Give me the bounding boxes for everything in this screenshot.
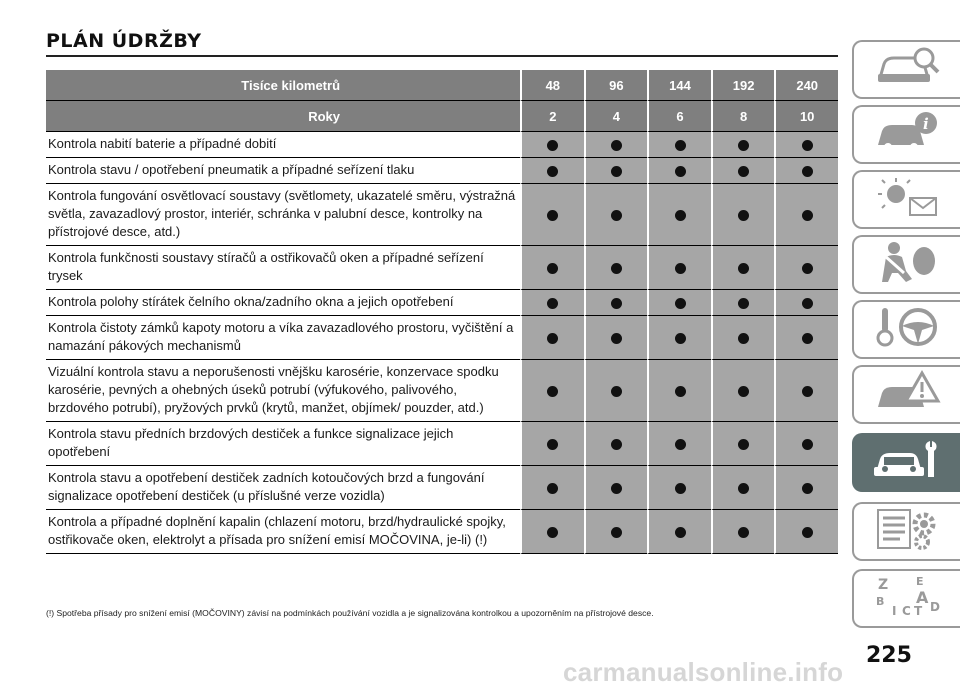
header-year-value: 4 [584,101,648,132]
chapter-tab-car-warning-road[interactable] [852,365,960,424]
check-cell [774,132,838,158]
chapter-tab-car-search[interactable] [852,40,960,99]
warning-light-message-icon [872,174,942,225]
check-dot-icon [547,210,558,221]
check-dot-icon [611,298,622,309]
check-dot-icon [547,333,558,344]
chapter-tab-specifications-gear[interactable] [852,502,960,561]
check-cell [584,316,648,360]
chapter-tab-car-wrench[interactable] [852,433,960,492]
check-dot-icon [675,166,686,177]
check-cell [584,360,648,422]
check-cell [711,158,775,184]
svg-text:i: i [923,115,929,133]
check-cell [520,316,584,360]
header-year-value: 6 [647,101,711,132]
check-dot-icon [547,298,558,309]
check-dot-icon [611,166,622,177]
title-divider [46,55,838,57]
car-warning-road-icon [872,369,942,420]
check-cell [774,316,838,360]
check-cell [520,132,584,158]
check-cell [647,184,711,246]
check-dot-icon [738,439,749,450]
table-row [46,316,838,360]
check-cell [711,132,775,158]
check-dot-icon [611,263,622,274]
check-cell [647,510,711,554]
check-dot-icon [802,298,813,309]
table-row [46,184,838,246]
maintenance-item-text: Kontrola fungování osvětlovací soustavy (světlomety, ukazatelé směru, výstražná světla, zavazadlový prostor, interiér, schránka v palubní desce, kontrolky na přístrojové desce, atd.) [46,184,520,246]
check-cell [520,466,584,510]
svg-text:T: T [914,604,923,618]
svg-text:E: E [916,575,924,588]
maintenance-item-text: Kontrola stavu předních brzdových destiček a funkce signalizace jejich opotřebení [46,422,520,466]
check-dot-icon [547,263,558,274]
steering-wheel-key-icon [872,304,942,355]
header-km-value: 192 [711,70,775,101]
header-km-value: 48 [520,70,584,101]
maintenance-item-text: Kontrola stavu / opotřebení pneumatik a případné seřízení tlaku [46,158,520,184]
alphabetical-index-icon [872,573,942,624]
check-cell [584,132,648,158]
maintenance-item-text: Kontrola funkčnosti soustavy stíračů a ostřikovačů oken a případné seřízení trysek [46,246,520,290]
chapter-tab-steering-wheel-key[interactable] [852,300,960,359]
table-row [46,290,838,316]
check-cell [647,132,711,158]
check-dot-icon [611,527,622,538]
table-row [46,466,838,510]
chapter-tab-warning-light-message[interactable] [852,170,960,229]
header-km-label: Tisíce kilometrů [46,70,520,101]
check-cell [647,290,711,316]
maintenance-item-text: Kontrola čistoty zámků kapoty motoru a víka zavazadlového prostoru, vyčištění a namazání pákových mechanismů [46,316,520,360]
check-dot-icon [738,483,749,494]
header-row-kilometres [46,70,838,101]
table-row [46,132,838,158]
check-cell [647,422,711,466]
maintenance-table [46,70,838,554]
check-dot-icon [738,298,749,309]
check-dot-icon [675,386,686,397]
check-dot-icon [675,439,686,450]
check-dot-icon [738,386,749,397]
page-number: 225 [866,643,912,668]
check-cell [711,466,775,510]
check-dot-icon [675,527,686,538]
check-cell [584,510,648,554]
car-wrench-icon [872,437,942,488]
check-cell [584,290,648,316]
check-dot-icon [547,483,558,494]
header-years-label: Roky [46,101,520,132]
header-km-value: 96 [584,70,648,101]
check-dot-icon [547,527,558,538]
check-cell [520,184,584,246]
table-row [46,360,838,422]
check-cell [774,510,838,554]
check-cell [711,422,775,466]
check-dot-icon [547,140,558,151]
header-row-years [46,101,838,132]
svg-text:I: I [892,604,897,618]
check-cell [774,422,838,466]
check-dot-icon [611,386,622,397]
maintenance-item-text: Kontrola nabití baterie a případné dobití [46,132,520,158]
check-cell [711,316,775,360]
check-cell [520,290,584,316]
check-dot-icon [738,527,749,538]
check-dot-icon [802,439,813,450]
check-dot-icon [675,263,686,274]
chapter-tab-car-info[interactable] [852,105,960,164]
car-info-icon [872,109,942,160]
table-row [46,158,838,184]
check-dot-icon [675,140,686,151]
svg-text:Z: Z [878,577,889,593]
table-row [46,422,838,466]
check-dot-icon [738,140,749,151]
check-cell [584,184,648,246]
check-cell [647,466,711,510]
check-dot-icon [611,140,622,151]
check-dot-icon [547,386,558,397]
check-cell [647,316,711,360]
check-dot-icon [802,210,813,221]
header-km-value: 144 [647,70,711,101]
check-cell [520,360,584,422]
check-cell [711,184,775,246]
maintenance-table-body [46,132,838,554]
page-title: PLÁN ÚDRŽBY [46,30,202,52]
header-km-value: 240 [774,70,838,101]
check-dot-icon [802,386,813,397]
check-dot-icon [675,210,686,221]
check-dot-icon [802,166,813,177]
check-dot-icon [547,439,558,450]
check-cell [774,184,838,246]
check-dot-icon [738,166,749,177]
check-dot-icon [675,333,686,344]
maintenance-item-text: Kontrola a případné doplnění kapalin (chlazení motoru, brzd/hydraulické spojky, ostřikovače oken, elektrolyt a přísada pro snížení emisí MOČOVINA, je-li) (!) [46,510,520,554]
watermark: carmanualsonline.info [563,657,844,687]
table-row [46,246,838,290]
check-cell [584,158,648,184]
check-cell [774,290,838,316]
check-cell [774,360,838,422]
footnote: (!) Spotřeba přísady pro snížení emisí (MOČOVINY) závisí na podmínkách používání vozidla a je signalizována kontrolkou a upozorněním na přístrojové desce. [46,608,654,618]
check-dot-icon [738,263,749,274]
header-year-value: 2 [520,101,584,132]
check-dot-icon [802,333,813,344]
check-dot-icon [611,333,622,344]
check-dot-icon [802,140,813,151]
check-cell [647,246,711,290]
header-year-value: 8 [711,101,775,132]
check-cell [520,246,584,290]
check-dot-icon [611,483,622,494]
maintenance-item-text: Kontrola stavu a opotřebení destiček zadních kotoučových brzd a fungování signalizace opotřebení destiček (u příslušné verze vozidla) [46,466,520,510]
check-dot-icon [547,166,558,177]
check-dot-icon [738,333,749,344]
check-cell [520,510,584,554]
check-cell [774,466,838,510]
header-year-value: 10 [774,101,838,132]
check-cell [520,422,584,466]
svg-text:C: C [902,604,911,618]
check-cell [520,158,584,184]
svg-text:B: B [876,595,885,608]
maintenance-item-text: Vizuální kontrola stavu a neporušenosti vnějšku karosérie, konzervace spodku karosérie, pevných a ohebných úseků potrubí (výfukového, palivového, brzdového potrubí), pryžových prvků (krytů, manžet, objímek/ pouzder, atd.) [46,360,520,422]
check-cell [774,246,838,290]
check-cell [711,290,775,316]
chapter-tab-alphabetical-index[interactable] [852,569,960,628]
check-cell [711,246,775,290]
chapter-tab-seatbelt-airbag[interactable] [852,235,960,294]
check-cell [647,158,711,184]
check-dot-icon [802,263,813,274]
check-dot-icon [675,298,686,309]
check-cell [584,246,648,290]
check-dot-icon [738,210,749,221]
check-dot-icon [802,483,813,494]
check-dot-icon [611,439,622,450]
check-dot-icon [802,527,813,538]
svg-text:D: D [930,600,940,614]
check-dot-icon [675,483,686,494]
check-cell [647,360,711,422]
svg-text:A: A [916,588,929,607]
check-dot-icon [611,210,622,221]
check-cell [584,422,648,466]
check-cell [711,360,775,422]
check-cell [584,466,648,510]
table-row [46,510,838,554]
maintenance-item-text: Kontrola polohy stírátek čelního okna/zadního okna a jejich opotřebení [46,290,520,316]
car-search-icon [872,44,942,95]
seatbelt-airbag-icon [872,239,942,290]
specifications-gear-icon [872,506,942,557]
check-cell [711,510,775,554]
check-cell [774,158,838,184]
